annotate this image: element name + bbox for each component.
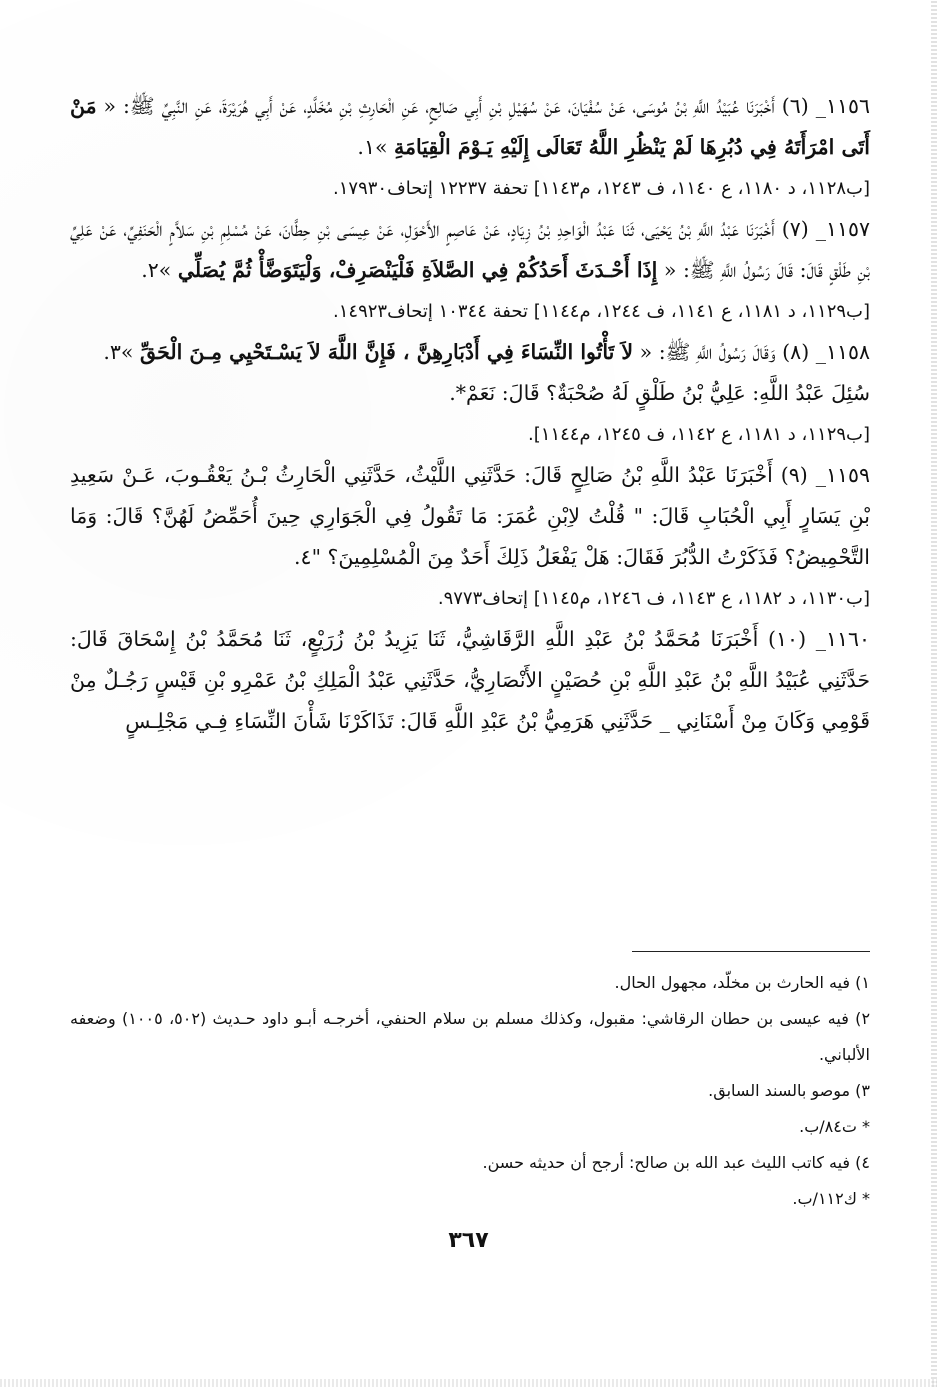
hadith-1156: ١١٥٦_ (٦) أَخْبَرَنَا عُبَيْدُ اللَّهِ بْنُ مُوسَى، عَنْ سُفْيَانَ، عَنْ سُهَيْلِ بْنِ أَبِي صَالِحٍ، عَنِ الْحَارِثِ بْنِ مُخَلَّدٍ، عَنْ أَبِي هُرَيْرَةَ، عَنِ النَّبِيِّ ﷺ: « مَنْ أَتَى امْرَأَتَهُ فِي دُبُرِهَا لَمْ يَنْظُرِ اللَّهُ تَعَالَى إِلَيْهِ يَـوْمَ الْقِيَامَةِ »١. (70, 94, 871, 159)
main-text (70, 86, 870, 742)
scan-edge-right (931, 0, 937, 1387)
footnote-2: ٢) فيه عيسى بن حطان الرقاشي: مقبول، وكذلك مسلم بن سلام الحنفي، أخرجـه أبـو داود حـديث (٥٠٢، ١٠٠٥) وضعفه الألباني. (70, 1009, 871, 1064)
footnote-divider (632, 951, 870, 952)
manuscript-note-1: * ت٨٤/ب. (799, 1117, 870, 1136)
footnote-3: ٣) موصو بالسند السابق. (708, 1081, 870, 1100)
footnotes (70, 965, 870, 1217)
scan-edge-bottom (0, 1379, 937, 1387)
hadith-1160: ١١٦٠_ (١٠) أَخْبَرَنَا مُحَمَّدُ بْنُ عَبْدِ اللَّهِ الرَّقَاشِيُّ، ثَنَا يَزِيدُ بْنُ زُرَيْعٍ، ثَنَا مُحَمَّدُ بْنُ إِسْحَاقَ قَالَ: حَدَّثَنِي عُبَيْدُ اللَّهِ بْنُ عَبْدِ اللَّهِ بْنِ حُصَيْنٍ الأَنْصَارِيُّ، حَدَّثَنِي عَبْدُ الْمَلِكِ بْنُ عَمْرِو بْنِ قَيْسٍ رَجُـلٌ مِنْ قَوْمِي وَكَانَ مِنْ أَسْنَانِي _ حَدَّثَنِي هَرَمِيُّ بْنُ عَبْدِ اللَّهِ قَالَ: تَذَاكَرْنَا شَأْنَ النِّسَاءِ فِـي مَجْلِـسٍ (70, 627, 871, 733)
hadith-1159-sources: [ب١١٣٠، د ١١٨٢، ع ١١٤٣، ف ١٢٤٦، م١١٤٥] إتحاف٩٧٧٣. (437, 588, 870, 609)
footnote-1: ١) فيه الحارث بن مخلّد، مجهول الحال. (614, 973, 870, 992)
hadith-1156-matn: مَنْ أَتَى امْرَأَتَهُ فِي دُبُرِهَا لَمْ يَنْظُرِ اللَّهُ تَعَالَى إِلَيْهِ يَـوْمَ الْقِيَامَةِ (70, 94, 870, 159)
hadith-1158-note: سُئِلَ عَبْدُ اللَّهِ: عَلِيُّ بْنُ طَلْقٍ لَهُ صُحْبَةٌ؟ قَالَ: نَعَمْ*. (449, 381, 870, 405)
hadith-1159: ١١٥٩_ (٩) أَخْبَرَنَا عَبْدُ اللَّهِ بْنُ صَالِحٍ قَالَ: حَدَّثَنِي اللَّيْثُ، حَدَّثَنِي الْحَارِثُ بْـنُ يَعْقُـوبَ، عَـنْ سَعِيدِ بْنِ يَسَارٍ أَبِي الْحُبَابِ قَالَ: " قُلْتُ لاِبْنِ عُمَرَ: مَا تَقُولُ فِي الْجَوَارِي حِينَ أُحَمِّضُ لَهُنَّ؟ قَالَ: وَمَا التَّحْمِيضُ؟ فَذَكَرْتُ الدُّبُرَ فَقَالَ: هَلْ يَفْعَلُ ذَلِكَ أَحَدٌ مِنَ الْمُسْلِمِينَ؟ "٤. (70, 463, 871, 569)
hadith-1158-matn: لاَ تَأْتُوا النِّسَاءَ فِي أَدْبَارِهِنَّ ، فَإِنَّ اللَّهَ لاَ يَسْـتَحْيِي مِـنَ الْحَقِّ (140, 340, 634, 364)
hadith-1158-sources: [ب١١٢٩، د ١١٨١، ع ١١٤٢، ف ١٢٤٥، م١١٤٤]. (528, 424, 870, 445)
footnote-4: ٤) فيه كاتب الليث عبد الله بن صالح: أرجح أن حديثه حسن. (482, 1153, 870, 1172)
page-number: ٣٦٧ (448, 1228, 489, 1253)
hadith-1157: ١١٥٧_ (٧) أَخْبَرَنَا عَبْدُ اللَّهِ بْنُ يَحْيَى، ثَنَا عَبْدُ الْوَاحِدِ بْنُ زِيَادٍ، عَنْ عَاصِمٍ الأَحْوَلِ، عَنْ عِيسَى بْنِ حِطَّانَ، عَنْ مُسْلِمِ بْنِ سَلاَّمٍ الْحَنَفِيِّ، عَنْ عَلِيِّ بْنِ طَلْقٍ قَالَ: قَالَ رَسُولُ اللَّهِ ﷺ: « إِذَا أَحْـدَثَ أَحَدُكُمْ فِي الصَّلاَةِ فَلْيَنْصَرِفْ، وَلْيَتَوَضَّأْ ثُمَّ يُصَلِّي »٢. (70, 217, 870, 282)
hadith-1156-sources: [ب١١٢٨، د ١١٨٠، ع ١١٤٠، ف ١٢٤٣، م١١٤٣] تحفة ١٢٢٣٧ إتحاف١٧٩٣٠. (333, 178, 870, 199)
hadith-1158: ١١٥٨_ (٨) وَقَالَ رَسُولُ اللَّهِ ﷺ: « لاَ تَأْتُوا النِّسَاءَ فِي أَدْبَارِهِنَّ ، فَإِنَّ اللَّهَ لاَ يَسْـتَحْيِي مِـنَ الْحَقِّ »٣. (103, 340, 870, 364)
hadith-1157-matn: إِذَا أَحْـدَثَ أَحَدُكُمْ فِي الصَّلاَةِ فَلْيَنْصَرِفْ، وَلْيَتَوَضَّأْ ثُمَّ يُصَلِّي (177, 258, 658, 282)
manuscript-note-2: * ك١١٢/ب. (792, 1189, 870, 1208)
hadith-1157-sources: [ب١١٢٩، د ١١٨١، ع ١١٤١، ف ١٢٤٤، م١١٤٤] تحفة ١٠٣٤٤ إتحاف١٤٩٢٣. (333, 301, 870, 322)
